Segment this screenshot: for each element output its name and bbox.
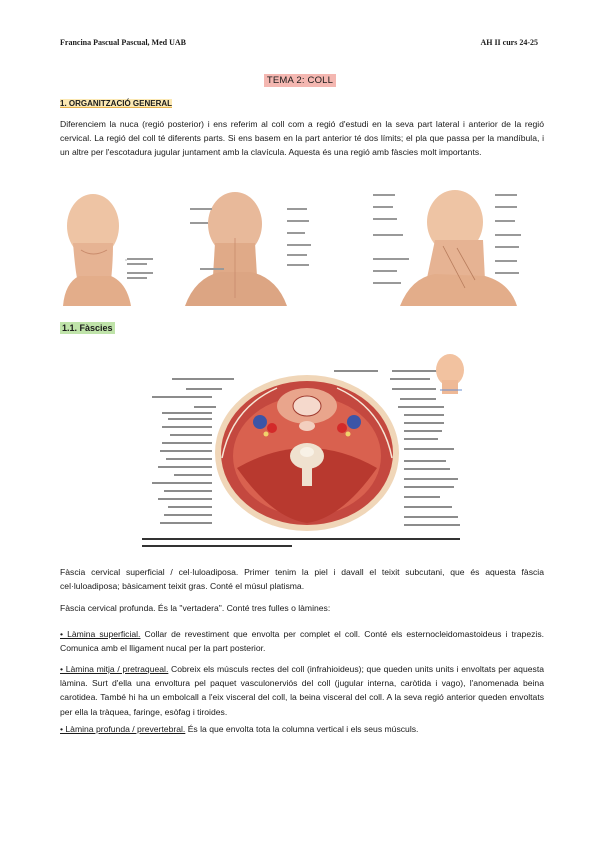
inset-head-icon — [436, 354, 464, 394]
cross-section-drawing — [215, 375, 399, 531]
head-posterior-view — [185, 192, 311, 306]
neck-cross-section-figure — [142, 348, 482, 553]
intro-paragraph: Diferenciem la nuca (regió posterior) i ens referim al coll com a regió d'estudi en la seva part lateral i anterior de la regió cervical. La regió del coll té diferents parts. Si ens basem en la part anterior té dos límits; el pla que passa per la mandíbula, i un altre per l'escotadura jugular juntament amb la clavícula. Aquesta és una regió amb fàscies molt importants. — [60, 119, 544, 158]
header-course: AH II curs 24-25 — [480, 38, 538, 47]
header-author: Francina Pascual Pascual, Med UAB — [60, 38, 186, 47]
neck-regions-figure — [55, 188, 555, 306]
page-title: TEMA 2: COLL — [0, 70, 600, 88]
fascia-superficial-paragraph: Fàscia cervical superficial / cel·luloadiposa. Primer tenim la piel i davall el teixit subcutani, que és aquesta fàscia cel·luloadiposa; bàsicament teixit gras. Conté el músul platisma. — [60, 567, 544, 592]
fascia-profunda-paragraph: Fàscia cervical profunda. És la "vertadera". Conté tres fulles o làmines: — [60, 603, 331, 613]
head-lateral-regions-view — [373, 190, 521, 306]
section-heading-organitzacio: 1. ORGANITZACIÓ GENERAL — [60, 99, 173, 108]
lamina-pretraqueal-paragraph: • Làmina mitja / pretraqueal. Cobreix els músculs rectes del coll (infrahioideus); que queden units units i envoltats per aquesta làmina. Surt d'ella una envoltura pel paquet vasculonerviós del coll (jugular interna, caròtida i vago), l'anomenada beina carotidea. També hi ha un embolcall a l'eix visceral del coll, la beina visceral del coll. A la seva regió anterior queden envoltats per ella la tràquea, faringe, esòfag i tiroides. — [60, 664, 544, 717]
head-anterior-view — [63, 194, 153, 306]
section-heading-fascies: 1.1. Fàscies — [62, 323, 113, 333]
figure-caption — [142, 538, 460, 547]
lamina-superficial-paragraph: • Làmina superficial. Collar de revestiment que envolta per complet el coll. Conté els esternocleidomastoideus i trapezis. Comunica amb el lligament nucal per la part posterior. — [60, 629, 545, 654]
lamina-prevertebral-paragraph: • Làmina profunda / prevertebral. És la que envolta tota la columna vertical i els seus músculs. — [60, 724, 419, 734]
